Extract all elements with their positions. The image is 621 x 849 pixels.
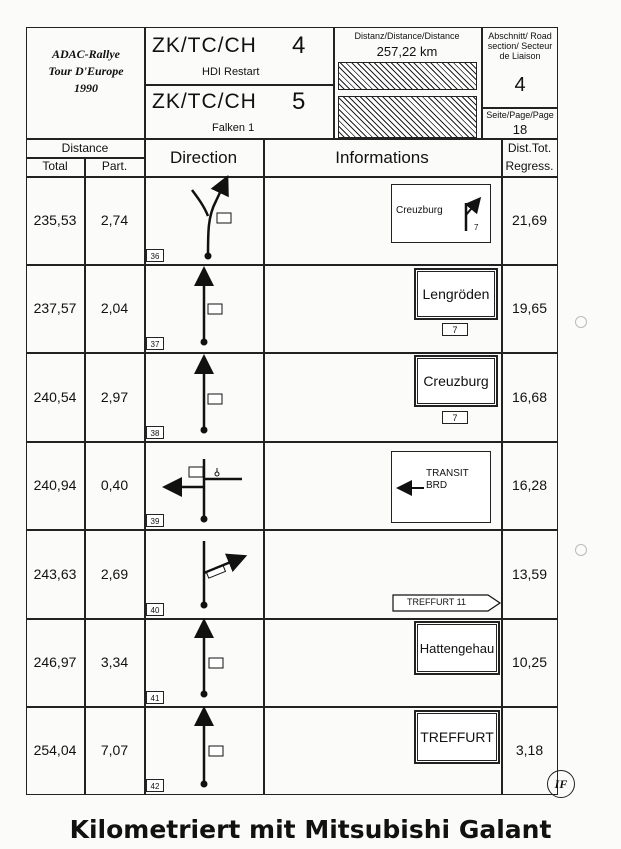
arrow-left-icon (398, 482, 426, 494)
sign-text: TRANSIT BRD (426, 468, 469, 491)
row-regress: 16,28 (511, 477, 548, 493)
sign-route-number: 7 (474, 223, 479, 232)
instruction-index: 38 (146, 426, 164, 439)
divider (26, 138, 558, 140)
turn-right-sign-icon (460, 195, 486, 235)
row-divider (26, 441, 558, 443)
row-total: 240,54 (33, 389, 77, 405)
col-distance: Distance (61, 141, 109, 155)
divider (501, 138, 503, 795)
distance-label: Distanz/Distance/Distance (354, 31, 460, 41)
instruction-index: 37 (146, 337, 164, 350)
instruction-index: 41 (146, 691, 164, 704)
rallye-title: ADAC-Rallye Tour D'Europe 1990 (48, 47, 124, 95)
info-sign-town: Creuzburg (415, 356, 497, 406)
instruction-index: 36 (146, 249, 164, 262)
row-regress: 13,59 (511, 566, 548, 582)
divider (481, 27, 483, 139)
row-part: 2,97 (100, 389, 129, 405)
row-divider (26, 529, 558, 531)
col-total: Total (42, 159, 68, 173)
divider (144, 27, 146, 139)
organizer-logo: IF (547, 770, 575, 798)
col-direction: Direction (169, 148, 238, 167)
instruction-index: 39 (146, 514, 164, 527)
info-sign-town: Lengröden (415, 269, 497, 319)
direction-turn-left-icon (144, 441, 263, 529)
divider (26, 176, 558, 178)
instruction-index: 42 (146, 779, 164, 792)
info-sign-town: TREFFURT (415, 711, 499, 763)
direction-straight-icon (144, 706, 263, 795)
divider (84, 157, 86, 795)
row-divider (26, 352, 558, 354)
from-control-name: HDI Restart (202, 66, 260, 78)
row-total: 254,04 (33, 742, 77, 758)
row-part: 2,74 (100, 212, 129, 228)
row-total: 246,97 (33, 654, 77, 670)
direction-straight-icon (144, 618, 263, 706)
route-number-box: 7 (442, 411, 468, 424)
hatched-field-upper (338, 62, 477, 90)
divider (481, 107, 558, 109)
row-part: 7,07 (100, 742, 129, 758)
row-total: 243,63 (33, 566, 77, 582)
row-part: 2,04 (100, 300, 129, 316)
direction-fork-right-icon (144, 176, 263, 264)
row-divider (26, 264, 558, 266)
row-part: 3,34 (100, 654, 129, 670)
binder-holes (575, 0, 621, 849)
section-number: 4 (514, 74, 526, 96)
to-control-name: Falken 1 (212, 122, 255, 134)
instruction-index: 40 (146, 603, 164, 616)
distance-value: 257,22 km (376, 44, 438, 59)
footer-slogan: Kilometriert mit Mitsubishi Galant (69, 815, 552, 844)
page-label: Seite/Page/Page (486, 110, 554, 120)
route-number-box: 7 (442, 323, 468, 336)
sign-text: TREFFURT 11 (407, 597, 467, 607)
page-number: 18 (512, 122, 528, 137)
divider (333, 27, 335, 139)
row-regress: 16,68 (511, 389, 548, 405)
row-part: 2,69 (100, 566, 129, 582)
to-control-number: 5 (292, 88, 306, 115)
divider (263, 138, 265, 795)
section-label: Abschnitt/ Road section/ Secteur de Liaison (487, 31, 553, 61)
info-sign-town: Hattengehau (415, 622, 499, 674)
row-total: 240,94 (33, 477, 77, 493)
col-part: Part. (101, 159, 128, 173)
row-regress: 3,18 (515, 742, 544, 758)
sign-text: Creuzburg (396, 205, 443, 216)
row-regress: 19,65 (511, 300, 548, 316)
row-divider (26, 706, 558, 708)
divider (144, 84, 334, 86)
col-informations: Informations (335, 148, 429, 167)
info-sign-direction (391, 184, 491, 243)
row-part: 0,40 (100, 477, 129, 493)
direction-straight-icon (144, 264, 263, 352)
direction-bear-right-icon (144, 529, 263, 618)
to-control-code: ZK/TC/CH (152, 90, 257, 113)
from-control-code: ZK/TC/CH (152, 34, 257, 57)
info-sign-transit (391, 451, 491, 523)
row-divider (26, 618, 558, 620)
direction-straight-icon (144, 352, 263, 441)
row-total: 237,57 (33, 300, 77, 316)
col-regress: Regress. (505, 159, 554, 173)
hatched-field-lower (338, 96, 477, 138)
row-total: 235,53 (33, 212, 77, 228)
from-control-number: 4 (292, 32, 306, 59)
col-dist-tot: Dist.Tot. (507, 141, 552, 155)
row-regress: 21,69 (511, 212, 548, 228)
row-regress: 10,25 (511, 654, 548, 670)
